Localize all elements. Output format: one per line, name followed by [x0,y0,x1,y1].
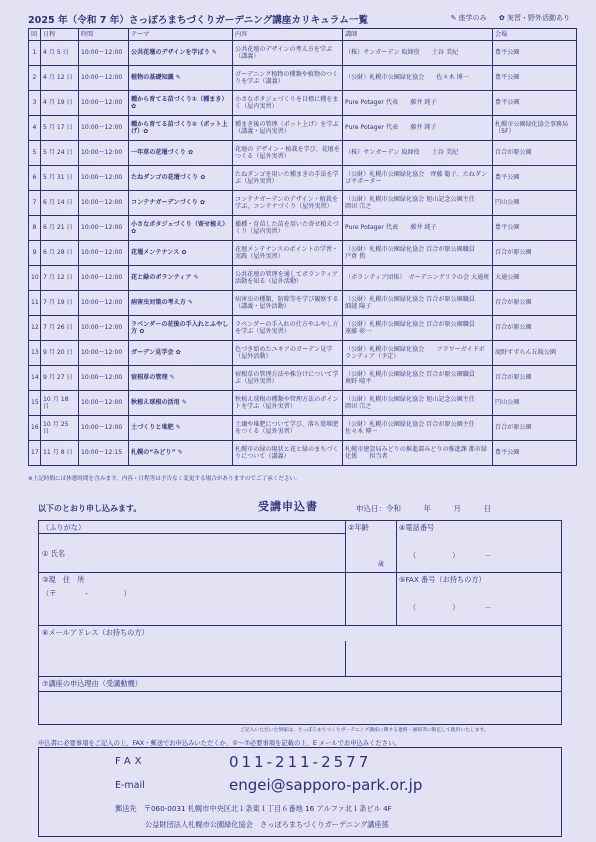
address-label: ③現 住 所 [42,575,85,584]
phone-label: ④電話番号 [399,523,435,532]
row-date: 9 月 27 日 [41,366,79,391]
table-row [29,141,577,166]
row-lecturer: （公財）札幌市公園緑化協会 百合が原公園主任 佐々木 博一 [343,416,493,441]
row-date: 4 月 5 日 [41,41,79,66]
row-theme: 公共花壇のデザインを学ぼう ✎ [129,41,233,66]
row-venue: 滝野すずらん丘陵公園 [493,341,577,366]
row-date: 10 月 18 日 [41,391,79,416]
table-row [29,341,577,366]
row-venue: 百合が原公園 [493,366,577,391]
row-theme: コンテナガーデンづくり ✿ [129,191,233,216]
row-venue: 豊平公園 [493,91,577,116]
table-row [29,291,577,316]
fax-number-label: ⑤FAX 番号（お持ちの方） [399,575,486,584]
divider [39,572,561,573]
row-venue: 札幌市公園緑化協会事務局（5F） [493,116,577,141]
row-date: 7 月 19 日 [41,291,79,316]
row-time: 10:00～12:00 [79,291,129,316]
row-number: 7 [29,191,41,216]
row-venue: 豊平公園 [493,166,577,191]
row-date: 11 月 8 日 [41,441,79,466]
row-number: 6 [29,166,41,191]
table-row [29,266,577,291]
email-address[interactable]: engei@sapporo-park.or.jp [229,776,423,794]
row-date: 10 月 25 日 [41,416,79,441]
row-number: 5 [29,141,41,166]
row-time: 10:00～12:00 [79,216,129,241]
row-theme: 宿根草の管理 ✎ [129,366,233,391]
instruction-text: 申込書に必要事項をご記入の上、FAX・郵送でお申込みいただくか、①～⑦必要事項を記載の上、E メールでお申込みください。 [38,740,401,747]
row-lecturer: （ボランティア団体） ガーデニングリラの会 大通班 [343,266,493,291]
fax-number-field[interactable]: （ ） － [409,603,492,612]
row-venue: 豊平公園 [493,216,577,241]
row-number: 12 [29,316,41,341]
address-field[interactable] [39,601,395,623]
row-lecturer: （株）サンガーデン 取締役 土谷 美紀 [343,141,493,166]
row-theme: ラベンダーの花後の手入れとふやし方 ✿ [129,316,233,341]
row-theme: 小さなポタジェづくり（寄せ植え）✿ [129,216,233,241]
table-row [29,316,577,341]
age-field[interactable] [347,535,395,571]
row-theme: 花と緑のボランティア ✎ [129,266,233,291]
row-date: 6 月 21 日 [41,216,79,241]
row-date: 5 月 17 日 [41,116,79,141]
divider [39,676,561,677]
header-theme: テーマ [129,29,233,41]
table-row [29,441,577,466]
table-row [29,241,577,266]
row-theme: 植物の基礎知識 ✎ [129,66,233,91]
application-date: 申込日：令和 年 月 日 [356,504,491,513]
row-number: 9 [29,241,41,266]
row-lecturer: Pure Potager 代表 藤井 純子 [343,116,493,141]
row-lecturer: 札幌市建設局みどりの推進部みどりの推進課 都市緑化係 担当者 [343,441,493,466]
consent-note: ご記入いただいた情報は、さっぽろまちづくりガーデニング講座に関する連絡・通知等に限定して使用いたします。 [240,728,489,733]
legend [441,13,570,23]
row-number: 4 [29,116,41,141]
row-time: 10:00～12:00 [79,341,129,366]
row-theme: 土づくりと堆肥 ✎ [129,416,233,441]
row-lecturer: （公財）札幌市公園緑化協会 旭山記念公園主任 岡田 宗之 [343,191,493,216]
row-venue: 百合が原公園 [493,416,577,441]
row-time: 10:00～12:15 [79,441,129,466]
row-date: 5 月 24 日 [41,141,79,166]
name-field[interactable] [99,535,343,571]
application-header [38,498,568,516]
row-content: 秋植え球根の種類や管理方法のポイントを学ぶ（屋外実習） [233,391,343,416]
divider [396,521,397,625]
row-number: 1 [29,41,41,66]
email-label: ⑥メールアドレス（お持ちの方） [42,628,149,637]
furigana-label: （ふりがな） [42,523,86,532]
row-time: 10:00～12:00 [79,191,129,216]
row-venue: 大通公園 [493,266,577,291]
legend-lecture: ✎ 座学のみ [450,14,487,22]
row-content: 播種・育苗した苗を用いた寄せ植えづくり（屋内実習） [233,216,343,241]
row-time: 10:00～12:00 [79,241,129,266]
row-lecturer: （公財）札幌市公園緑化協会 百合が原公園職員 遠藤 彰一 [343,316,493,341]
table-row [29,191,577,216]
table-row [29,41,577,66]
header-venue: 会場 [493,29,577,41]
row-content: 宿根草の管理方法や株分けについて学ぶ（屋外実習） [233,366,343,391]
row-theme: 札幌の“みどり” ✎ [129,441,233,466]
reason-field[interactable] [39,692,561,723]
row-venue: 豊平公園 [493,441,577,466]
email-field[interactable] [39,641,561,675]
age-label: ②年齢 [348,523,369,532]
row-time: 10:00～12:00 [79,166,129,191]
page-title: 2025 年（令和 7 年）さっぽろまちづくりガーデニング講座カリキュラム一覧 [28,15,369,26]
row-date: 6 月 14 日 [41,191,79,216]
row-theme: 花壇メンテナンス ✿ [129,241,233,266]
row-date: 6 月 28 日 [41,241,79,266]
row-venue: 豊平公園 [493,41,577,66]
row-number: 13 [29,341,41,366]
contact-box [38,747,562,837]
row-venue: 百合が原公園 [493,316,577,341]
row-content: ガーデニング植物の種類や植物のつくりを学ぶ（講義） [233,66,343,91]
row-lecturer: （公財）札幌市公園緑化協会 百合が原公園職員 戸倉 侑 [343,241,493,266]
row-content: ラベンダーの手入れの仕方やふやし方を学ぶ（屋外実習） [233,316,343,341]
row-number: 15 [29,391,41,416]
divider [39,533,345,534]
schedule-note: ※上記時間には休憩時間を含みます。内容・日程等は予告なく変更する場合がありますのでご了承ください。 [28,476,301,482]
row-number: 10 [29,266,41,291]
row-theme: 種から育てる苗づくり①（種まき）✿ [129,91,233,116]
postal-code-field[interactable]: （〒 - ） [42,589,131,598]
row-lecturer: （公財）札幌市公園緑化協会 佐々木 博一 [343,66,493,91]
row-date: 7 月 26 日 [41,316,79,341]
reason-label: ⑦講座の申込理由（受講動機） [42,679,142,688]
legend-practice: ✿ 実習・野外活動あり [498,14,570,22]
row-venue: 円山公園 [493,191,577,216]
row-date: 5 月 31 日 [41,166,79,191]
row-date: 4 月 12 日 [41,66,79,91]
divider [39,625,561,626]
row-theme: 一年草の花壇づくり ✿ [129,141,233,166]
row-number: 16 [29,416,41,441]
row-time: 10:00～12:00 [79,391,129,416]
table-row [29,66,577,91]
table-row [29,391,577,416]
header-content: 内容 [233,29,343,41]
header-lecturer: 講師 [343,29,493,41]
table-header-row [29,29,577,41]
row-content: 小さなポタジェづくりを目標に種をまく（屋内実習） [233,91,343,116]
header-time: 時間 [79,29,129,41]
row-venue: 円山公園 [493,391,577,416]
row-theme: 秋植え球根の活用 ✎ [129,391,233,416]
row-venue: 豊平公園 [493,66,577,91]
name-label: ① 氏名 [42,549,66,558]
row-time: 10:00～12:00 [79,316,129,341]
row-time: 10:00～12:00 [79,116,129,141]
organization-name: 公益財団法人札幌市公園緑化協会 さっぽろまちづくりガーデニング講座係 [145,820,389,829]
postal-address: 郵送先 〒060-0031 札幌市中央区北１条東１丁目６番地 16 アルファ北１条ビル 4F [115,804,392,813]
row-date: 7 月 12 日 [41,266,79,291]
row-time: 10:00～12:00 [79,416,129,441]
row-time: 10:00～12:00 [79,41,129,66]
row-lecturer: （公財）札幌市公園緑化協会 フラワーガイドボランティア（予定） [343,341,493,366]
row-content: 色づき始めたユキアのガーデン見学（屋外活動） [233,341,343,366]
table-row [29,216,577,241]
row-number: 17 [29,441,41,466]
row-content: たねダンゴを用いた種まきの手法を学ぶ（屋外実習） [233,166,343,191]
table-row [29,116,577,141]
row-theme: たねダンゴの花壇づくり ✿ [129,166,233,191]
row-time: 10:00～12:00 [79,91,129,116]
row-venue: 百合が原公園 [493,291,577,316]
row-lecturer: （公財）札幌市公園緑化協会 百合が原公園職員 細越 陽子 [343,291,493,316]
row-time: 10:00～12:00 [79,366,129,391]
row-time: 10:00～12:00 [79,266,129,291]
row-date: 4 月 19 日 [41,91,79,116]
phone-field[interactable]: （ ） － [409,551,492,560]
row-venue: 百合が原公園 [493,241,577,266]
row-content: 公共花壇の管理を通してボランティア活動を知る（屋外活動） [233,266,343,291]
table-row [29,166,577,191]
row-content: 公共花壇のデザインの考え方を学ぶ（講義） [233,41,343,66]
row-lecturer: （公財）札幌市公園緑化協会 旭山記念公園主任 岡田 宗之 [343,391,493,416]
row-content: 病害虫の種類、防除等を学び観察する（講義・屋外活動） [233,291,343,316]
row-content: 種まき後の管理（ポット上げ）を学ぶ（講義・屋内実習） [233,116,343,141]
row-content: 花壇メンテナンスのポイントの学習・実践（屋外実習） [233,241,343,266]
row-venue: 百合が原公園 [493,141,577,166]
row-date: 9 月 20 日 [41,341,79,366]
application-heading: 受講申込書 [258,500,318,513]
row-time: 10:00～12:00 [79,66,129,91]
fax-label: FAX [115,756,146,767]
row-lecturer: （公財）札幌市公園緑化協会 百合が原公園職員 奥野 晴平 [343,366,493,391]
application-form [38,520,562,725]
row-content: 土壌や堆肥について学び、落ち葉堆肥をつくる（屋外実習） [233,416,343,441]
header-date: 日程 [41,29,79,41]
application-intro: 以下のとおり申し込みます。 [38,504,142,513]
row-number: 14 [29,366,41,391]
curriculum-table [28,28,577,466]
row-lecturer: （株）サンガーデン 取締役 土谷 美紀 [343,41,493,66]
title-row [28,12,576,28]
row-number: 8 [29,216,41,241]
table-row [29,416,577,441]
row-content: 札幌市の緑の現状と花と緑のまちづくりについて（講義） [233,441,343,466]
header-no: 回 [29,29,41,41]
row-number: 11 [29,291,41,316]
fax-number: 011-211-2577 [229,753,372,771]
row-theme: ガーデン見学会 ✿ [129,341,233,366]
row-theme: 種から育てる苗づくり②（ポット上げ）✿ [129,116,233,141]
table-row [29,91,577,116]
row-content: コンテナガーデンのデザイン・植栽を学ぶ、コンテナづくり（屋外実習） [233,191,343,216]
row-theme: 病害虫対策の考え方 ✎ [129,291,233,316]
row-time: 10:00～12:00 [79,141,129,166]
row-lecturer: Pure Potager 代表 藤井 純子 [343,91,493,116]
table-row [29,366,577,391]
age-unit: 歳 [378,561,385,568]
email-label-contact: E-mail [115,780,145,791]
row-lecturer: Pure Potager 代表 藤井 純子 [343,216,493,241]
row-content: 花壇の デザイン・植栽を学び、花壇をつくる（屋外実習） [233,141,343,166]
row-number: 2 [29,66,41,91]
table-body [29,41,577,466]
row-number: 3 [29,91,41,116]
row-lecturer: （公財）札幌市公園緑化協会 齊藤 聡子、たねダンゴサポーター [343,166,493,191]
